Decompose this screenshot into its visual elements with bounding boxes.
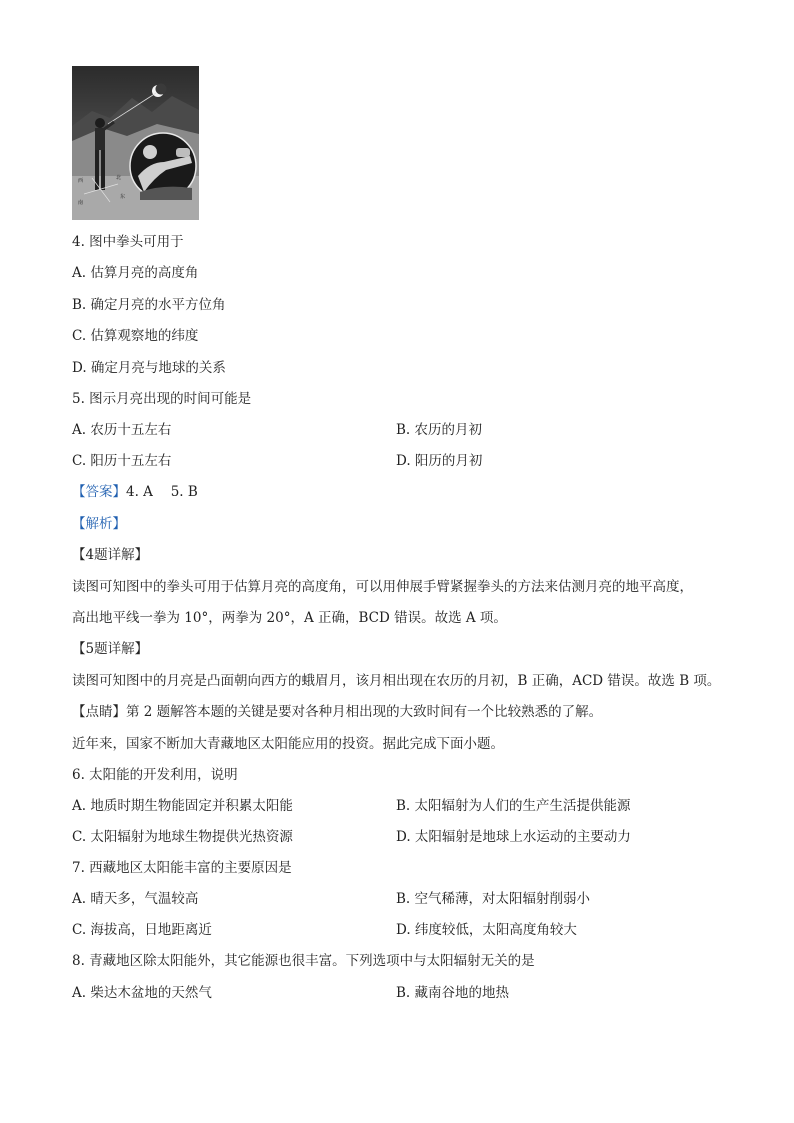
compass-east: 东: [120, 194, 126, 200]
detail5-line1: 读图可知图中的月亮是凸面朝向西方的蛾眉月，该月相出现在农历的月初，B 正确，ACD 错误。故选 B 项。: [72, 673, 721, 689]
detail4-line2: 高出地平线一拳为 10°，两拳为 20°，A 正确，BCD 错误。故选 A 项。: [72, 610, 507, 626]
q6-option-c: C. 太阳辐射为地球生物提供光热资源: [72, 829, 293, 845]
q7-option-c: C. 海拔高，日地距离近: [72, 922, 212, 938]
q7-stem: 7. 西藏地区太阳能丰富的主要原因是: [72, 860, 292, 876]
q7-option-d: D. 纬度较低，太阳高度角较大: [396, 922, 577, 938]
q8-option-a: A. 柴达木盆地的天然气: [72, 985, 212, 1001]
q4-option-d: D. 确定月亮与地球的关系: [72, 360, 226, 376]
compass-west: 西: [78, 178, 84, 184]
detail4-heading: 【4题详解】: [72, 547, 149, 563]
q4-option-a: A. 估算月亮的高度角: [72, 265, 199, 281]
answer-tag: 【答案】: [72, 484, 126, 500]
analysis-tag: 【解析】: [72, 516, 126, 532]
compass-south: 南: [78, 200, 84, 206]
answer-line: [72, 483, 198, 501]
detail4-line1: 读图可知图中的拳头可用于估算月亮的高度角，可以用伸展手臂紧握拳头的方法来估测月亮的地平高度，: [72, 579, 693, 595]
tip-tag: 【点睛】: [72, 704, 126, 720]
intro-text: 近年来，国家不断加大青藏地区太阳能应用的投资。据此完成下面小题。: [72, 736, 504, 752]
tip-line: [72, 703, 602, 721]
q5-stem: 5. 图示月亮出现的时间可能是: [72, 391, 252, 407]
compass-north: 北: [116, 175, 122, 181]
q8-stem: 8. 青藏地区除太阳能外，其它能源也很丰富。下列选项中与太阳辐射无关的是: [72, 953, 535, 969]
tip-text: 第 2 题解答本题的关键是要对各种月相出现的大致时间有一个比较熟悉的了解。: [126, 704, 603, 720]
q6-option-b: B. 太阳辐射为人们的生产生活提供能源: [396, 798, 631, 814]
q5-option-d: D. 阳历的月初: [396, 453, 483, 469]
q5-option-b: B. 农历的月初: [396, 422, 483, 438]
q7-option-a: A. 晴天多，气温较高: [72, 891, 199, 907]
q4-option-c: C. 估算观察地的纬度: [72, 328, 199, 344]
q5-option-c: C. 阳历十五左右: [72, 453, 172, 469]
q6-stem: 6. 太阳能的开发利用，说明: [72, 767, 238, 783]
q6-option-a: A. 地质时期生物能固定并积累太阳能: [72, 798, 293, 814]
q6-option-d: D. 太阳辐射是地球上水运动的主要动力: [396, 829, 631, 845]
detail5-heading: 【5题详解】: [72, 641, 149, 657]
q4-stem: 4. 图中拳头可用于: [72, 234, 184, 250]
q5-option-a: A. 农历十五左右: [72, 422, 172, 438]
q4-option-b: B. 确定月亮的水平方位角: [72, 297, 226, 313]
q7-option-b: B. 空气稀薄，对太阳辐射削弱小: [396, 891, 591, 907]
moon-observation-figure: [72, 66, 199, 220]
answer-text: 4. A 5. B: [126, 484, 198, 500]
q8-option-b: B. 藏南谷地的地热: [396, 985, 510, 1001]
